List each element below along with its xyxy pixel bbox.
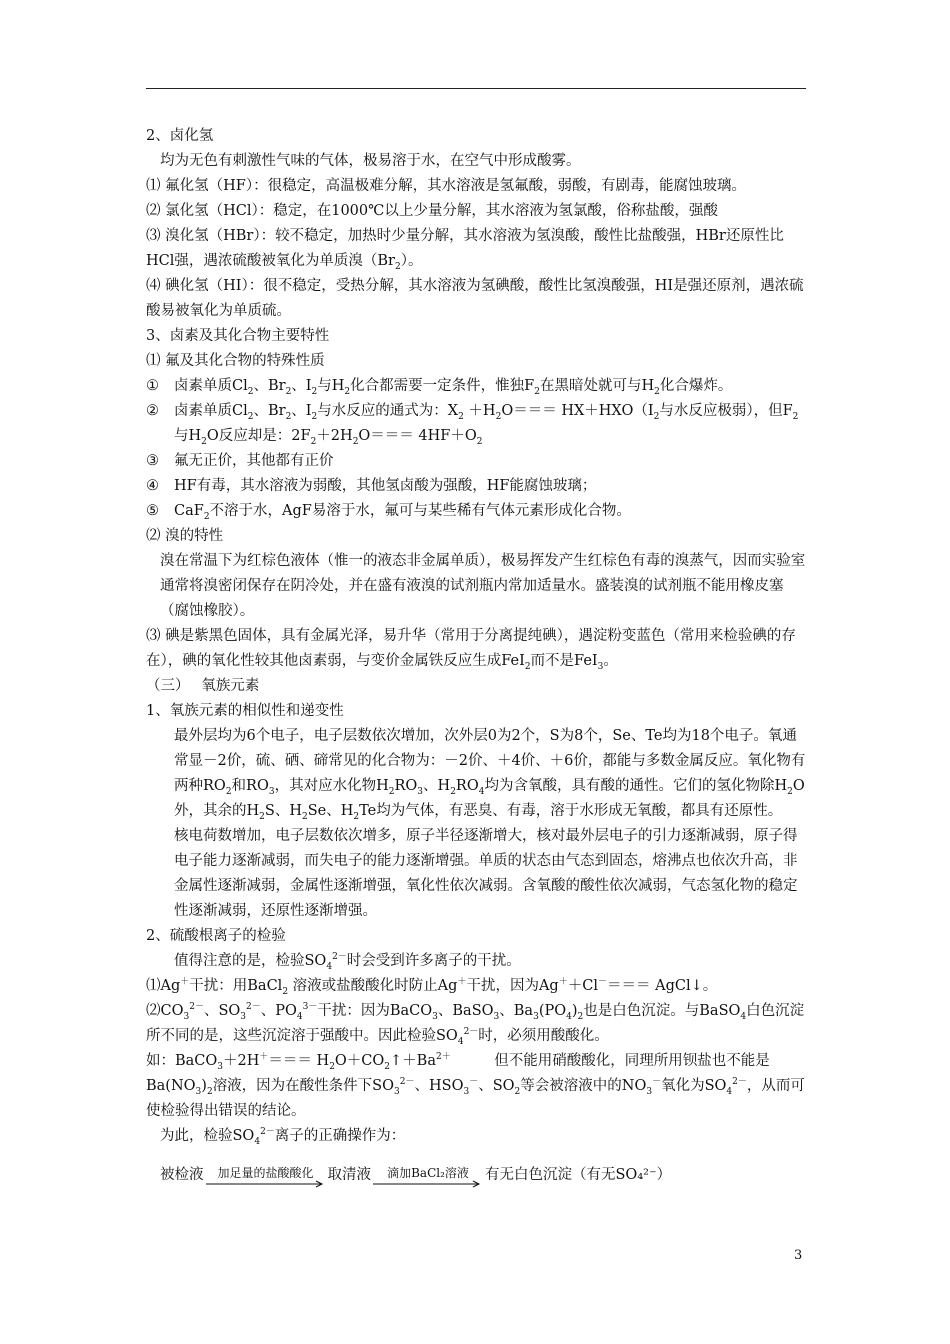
paragraph: ⑴ 氟及其化合物的特殊性质 <box>146 353 325 369</box>
paragraph: ⑴ 氟化氢（HF）：很稳定，高温极难分解，其水溶液是氢氟酸，弱酸，有剧毒，能腐蚀玻璃。 <box>146 178 747 194</box>
flow-end: 有无白色沉淀（有无SO₄²⁻） <box>485 1167 672 1183</box>
sulfate-test-flow <box>146 1163 810 1188</box>
paragraph: ⑴Ag＋干扰：用BaCl$_2$ 溶液或盐酸酸化时防止Ag＋干扰，因为Ag＋＋Cl－＝＝＝ AgCl↓。 <box>146 977 718 997</box>
paragraph: ⑵ 溴的特性 <box>146 528 224 544</box>
flow-arrow-2-label: 滴加BaCl₂溶液 <box>387 1166 469 1180</box>
paragraph: 1、氧族元素的相似性和递变性 <box>146 703 344 719</box>
arrow-right-icon <box>373 1180 483 1188</box>
header-rule <box>146 88 806 89</box>
paragraph: ③ 氟无正价，其他都有正价 <box>146 453 334 469</box>
paragraph: 为此，检验$SO_4^{2-}$离子的正确操作为： <box>160 1127 406 1147</box>
paragraph: 值得注意的是，检验$SO_4^{2-}$时会受到许多离子的干扰。 <box>174 952 521 972</box>
paragraph: 2、硫酸根离子的检验 <box>146 928 286 944</box>
paragraph: $⑵CO_3^{2-}$、$SO_3^{2-}$、$PO_4^{3-}$干扰：因为BaCO$_3$、BaSO$_3$、$Ba_3(PO_4)_2$也是白色沉淀。与BaSO$_4$白色沉淀所不同的是，这些沉淀溶于强酸中。因此检验$SO_4^{2-}$时，必须用酸酸化。 <box>146 1002 805 1047</box>
paragraph: 核电荷数增加，电子层数依次增多，原子半径逐渐增大，核对最外层电子的引力逐渐减弱，原子得电子能力逐渐减弱，而失电子的能力逐渐增强。单质的状态由气态到固态，熔沸点也依次升高，非金属性逐渐减弱，金属性逐渐增强，氧化性依次减弱。含氧酸的酸性依次减弱，气态氢化物的稳定性逐渐减弱，还原性逐渐增强。 <box>174 828 798 919</box>
paragraph: 如：BaCO$_3$＋2H＋＝＝＝ $H_2O+CO_2↑+Ba^{2+}$ 但不能用硝酸酸化，同理所用钡盐也不能是$Ba(NO_3)_2$溶液，因为在酸性条件下$SO_3^{2-}$、$HSO_3^-$、$SO_2$等会被溶液中的$NO_3^-$氧化为$SO_4^{2-}$，从而可使检验得出错误的结论。 <box>146 1052 805 1119</box>
paragraph: ⑤ CaF$_2$不溶于水，AgF易溶于水，氟可与某些稀有气体元素形成化合物。 <box>146 503 631 522</box>
paragraph: ⑶ 溴化氢（HBr）：较不稳定，加热时少量分解，其水溶液为氢溴酸，酸性比盐酸强，HBr还原性比HCl强，遇浓硫酸被氧化为单质溴$(Br_2)$。 <box>146 228 784 272</box>
page-number: 3 <box>794 1248 803 1263</box>
flow-middle: 取清液 <box>327 1167 371 1183</box>
paragraph: ④ HF有毒，其水溶液为弱酸，其他氢卤酸为强酸，HF能腐蚀玻璃； <box>146 478 597 494</box>
paragraph: ① 卤素单质$Cl_2$、$Br_2$、$I_2$与$H_2$化合都需要一定条件，惟独$F_2$在黑暗处就可与$H_2$化合爆炸。 <box>146 378 733 397</box>
paragraph: ② 卤素单质$Cl_2$、$Br_2$、$I_2$与水反应的通式为：$X_2 +H_2O=== HX+HXO(I_2$与水反应极弱），但$F_2$与$H_2O$反应却是：$2F_2+2H_2O=== 4HF+O_2$ <box>146 403 799 447</box>
paragraph: ⑷ 碘化氢（HI）：很不稳定，受热分解，其水溶液为氢碘酸，酸性比氢溴酸强，HI是强还原剂，遇浓硫酸易被氧化为单质硫。 <box>146 278 804 319</box>
document-body <box>146 124 810 1188</box>
flow-start: 被检液 <box>160 1167 204 1183</box>
paragraph: 溴在常温下为红棕色液体（惟一的液态非金属单质），极易挥发产生红棕色有毒的溴蒸气，因而实验室通常将溴密闭保存在阴冷处，并在盛有液溴的试剂瓶内常加适量水。盛装溴的试剂瓶不能用橡皮塞（腐蚀橡胶）。 <box>160 553 806 619</box>
paragraph: 3、卤素及其化合物主要特性 <box>146 328 330 344</box>
flow-arrow-1-label: 加足量的盐酸酸化 <box>217 1166 314 1180</box>
paragraph: ⑶ 碘是紫黑色固体，具有金属光泽，易升华（常用于分离提纯碘），遇淀粉变蓝色（常用来检验碘的存在），碘的氧化性较其他卤素弱，与变价金属铁反应生成FeI$_2$而不是FeI$_3$。 <box>146 628 796 672</box>
paragraph: 最外层均为6个电子，电子层数依次增加，次外层0为2个，S为8个，Se、Te均为18个电子。氧通常显－2价，硫、硒、碲常见的化合物为：－2价、＋4价、＋6价，都能与多数金属反应。氧化物有两种$RO_2$和$RO_3$，其对应水化物$H_2RO_3$、$H_2RO_4$均为含氧酸，具有酸的通性。它们的氢化物除$H_2O$外，其余的$H_2S$、$H_2Se$、$H_2Te$均为气体，有恶臭、有毒，溶于水形成无氧酸，都具有还原性。 <box>174 728 806 822</box>
flow-arrow-1 <box>206 1167 326 1188</box>
arrow-right-icon <box>206 1180 326 1188</box>
flow-arrow-2 <box>373 1167 483 1188</box>
paragraph: 2、卤化氢 <box>146 128 214 144</box>
paragraph: ⑵ 氯化氢（HCl）：稳定，在1000℃以上少量分解，其水溶液为氢氯酸，俗称盐酸，强酸 <box>146 203 718 219</box>
paragraph: 均为无色有刺激性气味的气体，极易溶于水，在空气中形成酸雾。 <box>160 153 581 169</box>
paragraph: （三） 氧族元素 <box>146 678 260 694</box>
